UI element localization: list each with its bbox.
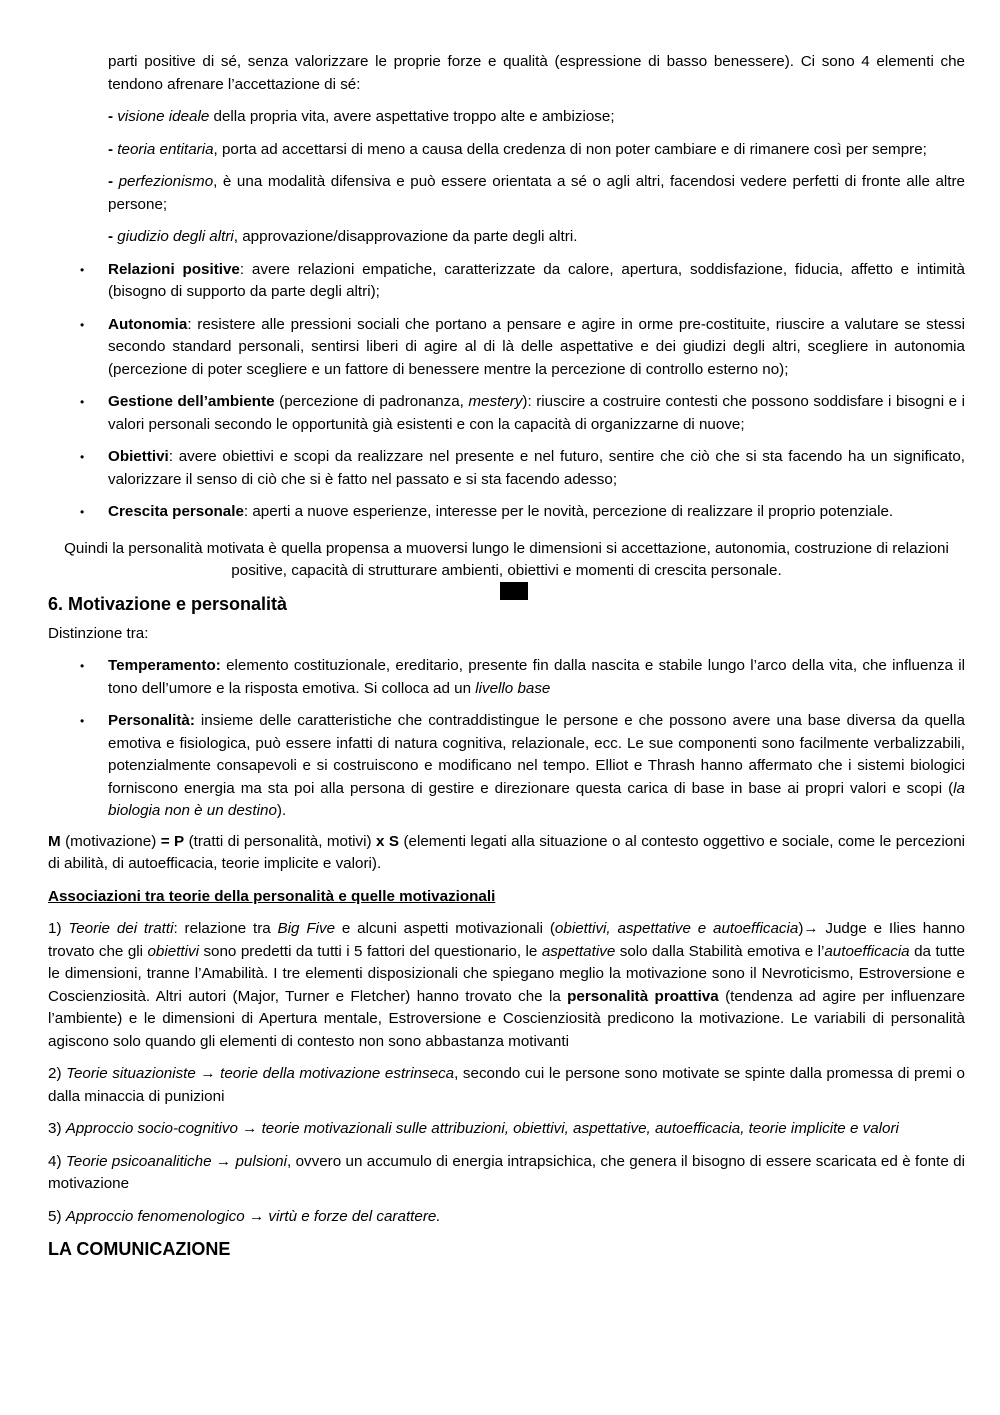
theory-5: 5) Approccio fenomenologico → virtù e forze del carattere. xyxy=(48,1207,441,1225)
list-item-crescita: • Crescita personale: aperti a nuove esperienze, interesse per le novità, percezione di realizzare il proprio potenziale. xyxy=(108,501,965,524)
bullet-icon: • xyxy=(80,317,85,332)
bullet-icon: • xyxy=(80,659,85,673)
bullet-icon: • xyxy=(80,714,85,728)
list-item-gestione: • Gestione dell’ambiente (percezione di padronanza, mestery): riuscire a costruire contesti che possono soddisfare i bisogni e i valori personali secondo le opportunità già esistenti e con la capacità di organizzarne di nuove; xyxy=(80,393,965,433)
document-page xyxy=(48,51,965,1268)
theory-4: 4) Teorie psicoanalitiche → pulsioni, ovvero un accumulo di energia intrapsichica, che genera il bisogno di essere scaricata ed è fonte di motivazione xyxy=(48,1152,965,1192)
next-section-heading: LA COMUNICAZIONE xyxy=(48,1239,231,1259)
summary-paragraph: Quindi la personalità motivata è quella propensa a muoversi lungo le dimensioni si accettazione, autonomia, costruzione di relazioni positive, capacità di strutturare ambienti, obiettivi e momenti di crescita personale. xyxy=(64,539,949,579)
formula-paragraph: M (motivazione) = P (tratti di personalità, motivi) x S (elementi legati alla situazione o al contesto oggettivo e sociale, come le percezioni di abilità, di autoefficacia, teorie implicite e valori). xyxy=(48,832,966,872)
list-item-obiettivi: • Obiettivi: avere obiettivi e scopi da realizzare nel presente e nel futuro, sentire che ciò che si sta facendo ha un significato, valorizzare il senso di ciò che si è fatto nel passato e si sta facendo adesso; xyxy=(80,448,965,488)
section-heading: 6. Motivazione e personalità xyxy=(48,593,288,614)
list-item-temperamento: • Temperamento: elemento costituzionale, ereditario, presente fin dalla nascita e stabile lungo l’arco della vita, che influenza il tono dell’umore e la risposta emotiva. Si colloca ad un livello base xyxy=(80,657,965,697)
dash-item-1: - visione ideale della propria vita, avere aspettative troppo alte e ambiziose; xyxy=(108,108,615,125)
dash-item-3: - perfezionismo, è una modalità difensiva e può essere orientata a sé o agli altri, facendosi vedere perfetti di fronte alle altre persone; xyxy=(108,173,965,213)
intro-paragraph: parti positive di sé, senza valorizzare le proprie forze e qualità (espressione di basso benessere). Ci sono 4 elementi che tendono afrenare l’accettazione di sé: xyxy=(108,53,965,93)
dash-item-4: - giudizio degli altri, approvazione/disapprovazione da parte degli altri. xyxy=(108,228,578,245)
theory-3: 3) Approccio socio-cognitivo → teorie motivazionali sulle attribuzioni, obiettivi, aspettative, autoefficacia, teorie implicite e valori xyxy=(48,1120,899,1137)
dash-item-2: - teoria entitaria, porta ad accettarsi di meno a causa della credenza di non poter cambiare e di rimanere così per sempre; xyxy=(108,140,927,158)
theory-1: 1) Teorie dei tratti: relazione tra Big Five e alcuni aspetti motivazionali (obiettivi, aspettative e autoefficacia)→ Judge e Ilies hanno trovato che gli obiettivi sono predetti da tutti i 5 fattori del questionario, le aspettative solo dalla Stabilità emotiva e l’autoefficacia da tutte le dimensioni, tranne l’Amabilità. I tre elementi disposizionali che spiegano meglio la motivazione sono il Nevroticismo, Estroversione e Coscienziosità. Altri autori (Major, Turner e Fletcher) hanno trovato che la personalità proattiva (tendenza ad agire per influenzare l’ambiente) e le dimensioni di Apertura mentale, Estroversione e Coscienziosità predicono la motivazione. Le variabili di personalità agiscono solo quando gli elementi di contesto non sono abbastanza motivanti xyxy=(48,920,966,1050)
associazioni-heading: Associazioni tra teorie della personalità e quelle motivazionali xyxy=(48,887,496,905)
bullet-icon: • xyxy=(80,395,85,409)
list-item-autonomia: • Autonomia: resistere alle pressioni sociali che portano a pensare e agire in orme pre-costituite, riuscire a valutare se stessi secondo standard personali, sentirsi liberi di agire al di là delle aspettative e dei giudizi degli altri, scegliere in autonomia (percezione di poter scegliere e un fattore di benessere mentre la percezione di controllo esterno no); xyxy=(80,315,965,378)
bullet-icon: • xyxy=(80,505,85,519)
list-item-personalita: • Personalità: insieme delle caratteristiche che contraddistingue le persone e che possono avere una base diversa da quella emotiva e fisiologica, può essere infatti di natura cognitiva, relazionale, ecc. Le sue componenti sono facilmente verbalizzabili, potenzialmente consapevoli e si costruiscono e modificano nel tempo. Elliot e Thrash hanno affermato che i sistemi biologici forniscono energia ma sta poi alla persona di gestire e direzionare questa carica di base in base ai propri valori e scopi (la biologia non è un destino). xyxy=(80,712,965,819)
theory-2: 2) Teorie situazioniste → teorie della motivazione estrinseca, secondo cui le persone sono motivate se spinte dalla promessa di premi o dalla minaccia di punizioni xyxy=(48,1065,965,1105)
bullet-icon: • xyxy=(80,262,85,277)
bullet-icon: • xyxy=(80,450,85,464)
list-item-relazioni: • Relazioni positive: avere relazioni empatiche, caratterizzate da calore, apertura, soddisfazione, fiducia, affetto e intimità (bisogno di supporto da parte degli altri); xyxy=(80,260,965,300)
distinzione-label: Distinzione tra: xyxy=(48,624,149,642)
